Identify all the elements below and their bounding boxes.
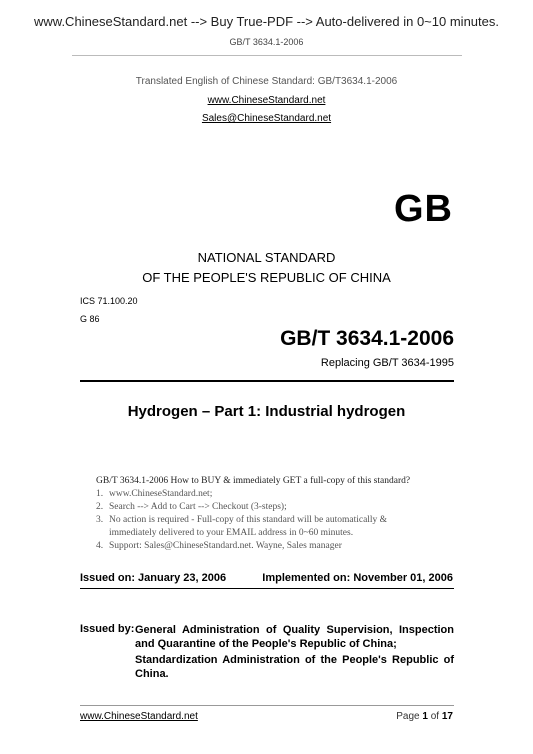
replacing-standard: Replacing GB/T 3634-1995 xyxy=(320,357,454,369)
issued-on-date: Issued on: January 23, 2006 xyxy=(80,572,227,584)
header-divider xyxy=(72,55,462,56)
header-standard-code: GB/T 3634.1-2006 xyxy=(229,37,304,47)
page-total: 17 xyxy=(441,711,453,722)
footer-url-link[interactable]: www.ChineseStandard.net xyxy=(80,711,198,722)
buy-heading: GB/T 3634.1-2006 How to BUY & immediately GET a full-copy of this standard? xyxy=(96,476,411,486)
buy-step-continuation: immediately delivered to your EMAIL address in 0~60 minutes. xyxy=(109,528,354,538)
buy-step-text: Search --> Add to Cart --> Checkout (3-steps); xyxy=(109,502,287,512)
top-banner: www.ChineseStandard.net --> Buy True-PDF --> Auto-delivered in 0~10 minutes. xyxy=(34,14,499,29)
issued-by-label: Issued by: xyxy=(80,623,135,635)
translation-email-link[interactable]: Sales@ChineseStandard.net xyxy=(201,113,332,124)
footer-divider xyxy=(80,705,454,706)
buy-step-number: 4. xyxy=(96,541,104,551)
dates-divider xyxy=(80,588,454,589)
buy-step xyxy=(96,488,456,501)
buy-step-text: No action is required - Full-copy of this standard will be automatically & xyxy=(109,515,388,525)
buy-step xyxy=(96,501,456,514)
page-of: of xyxy=(430,711,440,722)
translation-url-link[interactable]: www.ChineseStandard.net xyxy=(207,95,326,106)
buy-steps-list xyxy=(96,488,456,553)
implemented-on-date: Implemented on: November 01, 2006 xyxy=(262,572,453,584)
gb-mark: GB xyxy=(394,188,453,230)
document-title: Hydrogen – Part 1: Industrial hydrogen xyxy=(127,403,406,420)
ics-code: ICS 71.100.20 xyxy=(80,296,138,306)
title-divider xyxy=(80,380,454,382)
buy-step-number: 1. xyxy=(96,489,104,499)
page-indicator xyxy=(396,711,453,722)
buy-step-text: Support: Sales@ChineseStandard.net. Wayne, Sales manager xyxy=(109,541,342,551)
translation-line: Translated English of Chinese Standard: GB/T3634.1-2006 xyxy=(135,76,398,87)
g-code: G 86 xyxy=(80,314,100,324)
standard-number: GB/T 3634.1-2006 xyxy=(280,327,454,350)
national-standard-line2: OF THE PEOPLE'S REPUBLIC OF CHINA xyxy=(142,270,391,285)
issuer-aqsiq: General Administration of Quality Supervision, Inspection and Quarantine of the People's Republic of China; xyxy=(135,624,454,650)
page-prefix: Page xyxy=(396,711,420,722)
buy-step xyxy=(96,514,456,527)
issuer-sac: Standardization Administration of the People's Republic of China. xyxy=(135,654,454,680)
national-standard-line1: NATIONAL STANDARD xyxy=(197,250,336,265)
buy-step xyxy=(96,540,456,553)
page-current: 1 xyxy=(422,711,428,722)
buy-instructions xyxy=(96,476,456,553)
buy-step-text[interactable]: www.ChineseStandard.net; xyxy=(109,489,213,499)
buy-step-number: 2. xyxy=(96,502,104,512)
buy-step-number: 3. xyxy=(96,515,104,525)
